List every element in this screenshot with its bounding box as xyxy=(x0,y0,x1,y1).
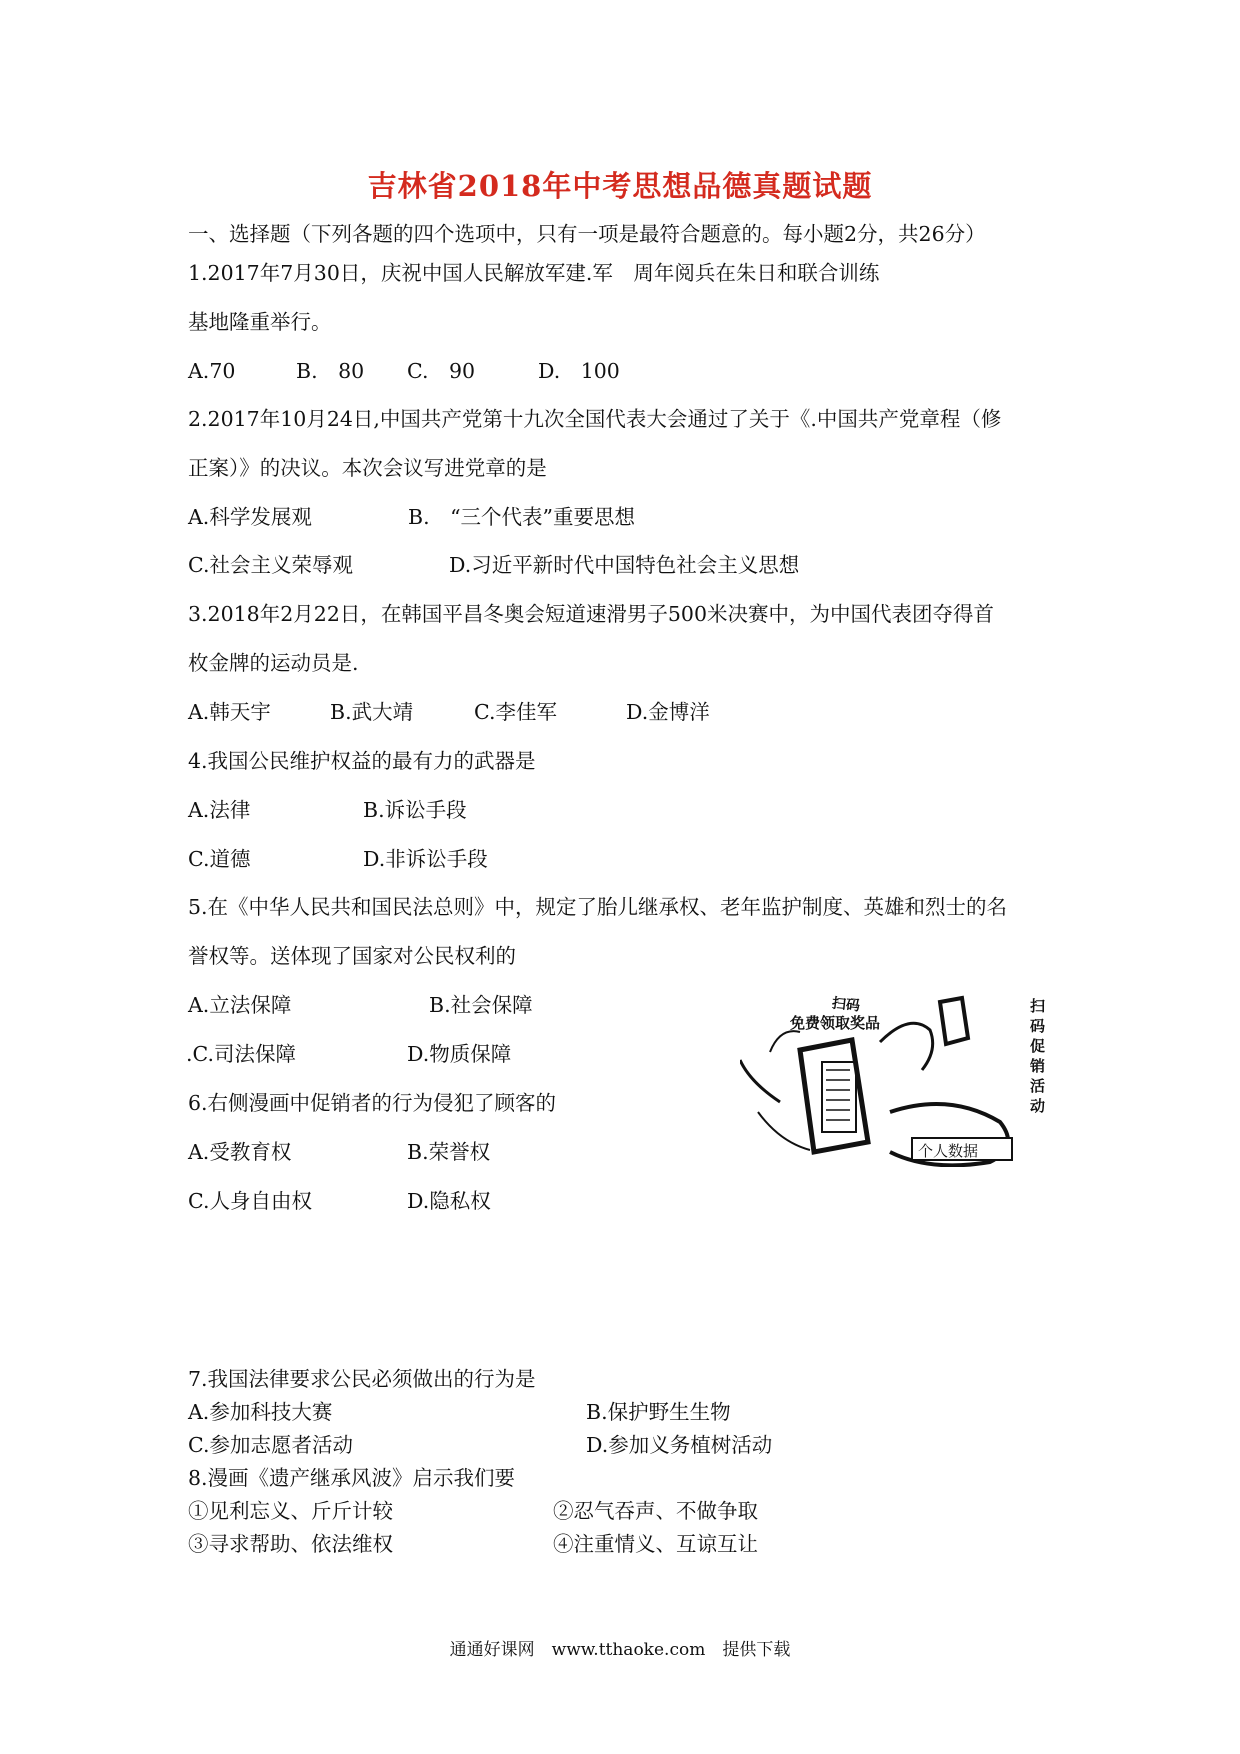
cartoon-drawing xyxy=(740,992,1062,1167)
question-4-option-d: D.非诉讼手段 xyxy=(363,847,488,871)
section-heading: 一、选择题（下列各题的四个选项中，只有一项是最符合题意的。每小题2分，共26分） xyxy=(188,222,986,246)
question-5-option-a: A.立法保障 xyxy=(188,993,292,1017)
question-7-option-d: D.参加义务植树活动 xyxy=(586,1433,773,1457)
question-4-stem: 4.我国公民维护权益的最有力的武器是 xyxy=(188,749,536,773)
question-6-stem: 6.右侧漫画中促销者的行为侵犯了顾客的 xyxy=(188,1091,557,1115)
question-1-option-c: C. 90 xyxy=(407,359,476,383)
page-title: 吉林省2018年中考思想品德真题试题 xyxy=(367,169,873,203)
question-8-option-3: ③寻求帮助、依法维权 xyxy=(188,1532,393,1556)
question-4-option-b: B.诉讼手段 xyxy=(363,798,467,822)
question-7-option-b: B.保护野生生物 xyxy=(586,1400,731,1424)
cartoon-label-text: 个人数据 xyxy=(918,1142,979,1160)
cartoon-side-text: 扫码促销活动 xyxy=(1030,997,1046,1115)
question-1-option-b: B. 80 xyxy=(296,359,365,383)
question-6-option-d: D.隐私权 xyxy=(407,1189,491,1213)
question-6-option-c: C.人身自由权 xyxy=(188,1189,312,1213)
question-8-option-1: ①见利忘义、斤斤计较 xyxy=(188,1499,393,1523)
question-1-stem-line-2: 基地隆重举行。 xyxy=(188,310,332,334)
question-5-stem-line-2: 誉权等。送体现了国家对公民权利的 xyxy=(188,944,516,968)
question-3-stem-line-2: 枚金牌的运动员是. xyxy=(188,651,359,675)
question-7-option-a: A.参加科技大赛 xyxy=(188,1400,333,1424)
question-2-option-c: C.社会主义荣辱观 xyxy=(188,553,353,577)
question-2-option-b: B. “三个代表”重要思想 xyxy=(408,505,636,529)
question-8-stem: 8.漫画《遗产继承风波》启示我们要 xyxy=(188,1466,516,1490)
question-8-option-4: ④注重情义、互谅互让 xyxy=(553,1532,758,1556)
question-1-option-d: D. 100 xyxy=(538,359,620,383)
question-5-stem-line-1: 5.在《中华人民共和国民法总则》中，规定了胎儿继承权、老年监护制度、英雄和烈士的名 xyxy=(188,895,1008,919)
question-2-option-d: D.习近平新时代中国特色社会主义思想 xyxy=(449,553,800,577)
question-1-stem-line-1: 1.2017年7月30日，庆祝中国人民解放军建.军 周年阅兵在朱日和联合训练 xyxy=(188,261,880,285)
question-3-option-c: C.李佳军 xyxy=(474,700,557,724)
question-3-option-d: D.金博洋 xyxy=(626,700,710,724)
question-2-option-a: A.科学发展观 xyxy=(188,505,312,529)
question-5-option-c: .C.司法保障 xyxy=(186,1042,296,1066)
question-6-option-a: A.受教育权 xyxy=(188,1140,292,1164)
cartoon-top-text: 扫码 xyxy=(831,995,861,1015)
question-8-option-2: ②忍气吞声、不做争取 xyxy=(553,1499,758,1523)
question-3-option-a: A.韩天宇 xyxy=(188,700,271,724)
cartoon-banner-text: 免费领取奖品 xyxy=(790,1014,881,1032)
question-4-option-a: A.法律 xyxy=(188,798,251,822)
question-7-option-c: C.参加志愿者活动 xyxy=(188,1433,353,1457)
question-1-option-a: A.70 xyxy=(188,359,236,383)
question-2-stem-line-2: 正案）》的决议。本次会议写进党章的是 xyxy=(188,456,547,480)
footer-credit: 通通好课网 www.tthaoke.com 提供下载 xyxy=(449,1640,791,1660)
promotion-cartoon xyxy=(740,992,1062,1167)
question-4-option-c: C.道德 xyxy=(188,847,251,871)
question-5-option-b: B.社会保障 xyxy=(429,993,533,1017)
question-5-option-d: D.物质保障 xyxy=(407,1042,512,1066)
question-2-stem-line-1: 2.2017年10月24日,中国共产党第十九次全国代表大会通过了关于《.中国共产党章程（修 xyxy=(188,407,1002,431)
question-3-stem-line-1: 3.2018年2月22日，在韩国平昌冬奥会短道速滑男子500米决赛中，为中国代表团夺得首 xyxy=(188,602,994,626)
question-3-option-b: B.武大靖 xyxy=(330,700,414,724)
question-7-stem: 7.我国法律要求公民必须做出的行为是 xyxy=(188,1367,536,1391)
question-6-option-b: B.荣誉权 xyxy=(407,1140,491,1164)
